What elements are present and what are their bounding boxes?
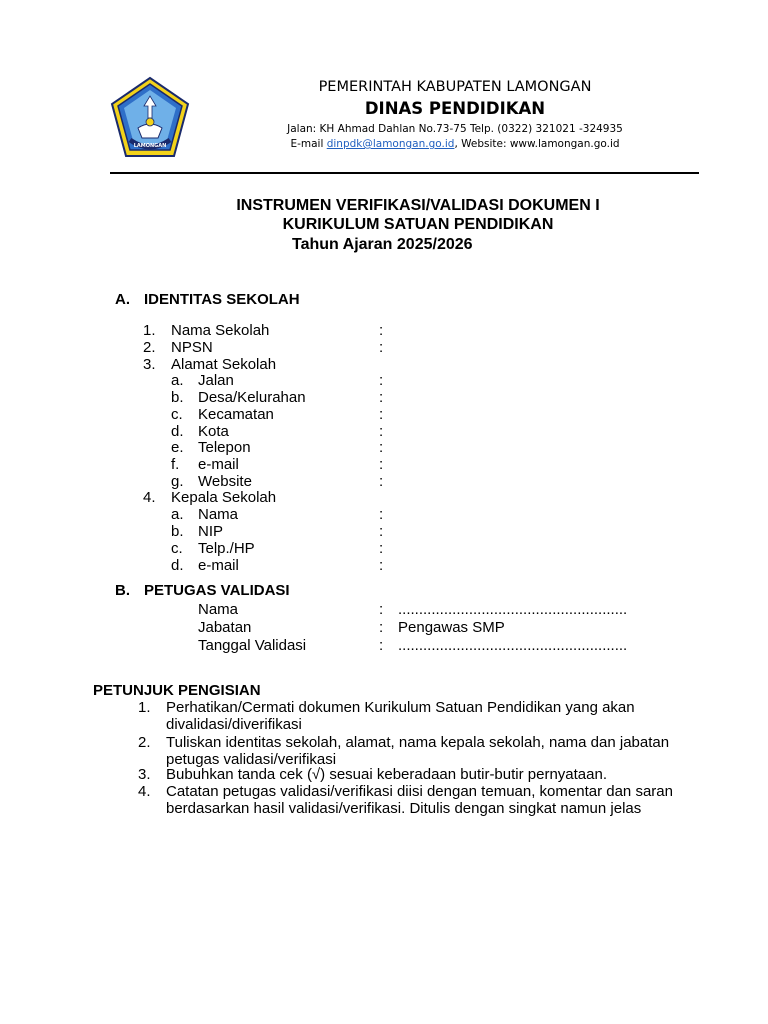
kop-address: Jalan: KH Ahmad Dahlan No.73-75 Telp. (0322) 321021 -324935 — [287, 123, 623, 135]
instruction-number: 3. — [138, 766, 151, 783]
field-label: Nama — [198, 506, 239, 523]
field-label: Tanggal Validasi — [198, 637, 307, 654]
lamongan-regency-logo — [108, 76, 192, 162]
field-label: Desa/Kelurahan — [198, 389, 306, 406]
field-colon: : — [379, 339, 384, 356]
document-academic-year: Tahun Ajaran 2025/2026 — [292, 236, 473, 253]
field-label: e-mail — [198, 557, 239, 574]
instructions-heading: PETUNJUK PENGISIAN — [93, 682, 261, 699]
email-prefix: E-mail — [290, 138, 327, 150]
field-colon: : — [379, 506, 384, 523]
document-title-line-1: INSTRUMEN VERIFIKASI/VALIDASI DOKUMEN I — [236, 197, 600, 214]
field-label: NIP — [198, 523, 224, 540]
field-label: NPSN — [171, 339, 213, 356]
field-colon: : — [379, 619, 384, 636]
item-number: 1. — [143, 322, 156, 339]
sub-item-letter: g. — [171, 473, 184, 490]
instruction-line: divalidasi/diverifikasi — [166, 716, 302, 733]
field-colon: : — [379, 637, 384, 654]
field-label: Website — [198, 473, 252, 490]
item-number: 4. — [143, 489, 156, 506]
sub-item-letter: d. — [171, 557, 184, 574]
field-label: Jabatan — [198, 619, 252, 636]
instruction-line: petugas validasi/verifikasi — [166, 751, 337, 768]
sub-item-letter: c. — [171, 540, 183, 557]
website-text: , Website: www.lamongan.go.id — [454, 138, 620, 150]
sub-item-letter: c. — [171, 406, 183, 423]
field-colon: : — [379, 601, 384, 618]
field-value: ....................................................... — [398, 637, 628, 654]
sub-item-letter: f. — [171, 456, 180, 473]
field-colon: : — [379, 557, 384, 574]
sub-item-letter: a. — [171, 372, 184, 389]
instruction-number: 2. — [138, 734, 151, 751]
field-colon: : — [379, 423, 384, 440]
sub-item-letter: a. — [171, 506, 184, 523]
instruction-line: Tuliskan identitas sekolah, alamat, nama kepala sekolah, nama dan jabatan — [166, 734, 670, 751]
kop-government-name: PEMERINTAH KABUPATEN LAMONGAN — [318, 79, 592, 95]
sub-item-letter: d. — [171, 423, 184, 440]
field-colon: : — [379, 523, 384, 540]
instruction-text — [166, 766, 701, 783]
field-label: Alamat Sekolah — [171, 356, 277, 373]
field-colon: : — [379, 372, 384, 389]
instruction-text — [166, 734, 701, 768]
field-label: Kota — [198, 423, 229, 440]
kop-agency-name: DINAS PENDIDIKAN — [364, 99, 546, 118]
field-label: Jalan — [198, 372, 234, 389]
field-colon: : — [379, 540, 384, 557]
instruction-text — [166, 783, 701, 817]
field-label: Telepon — [198, 439, 251, 456]
field-colon: : — [379, 473, 384, 490]
field-colon: : — [379, 456, 384, 473]
sub-item-letter: b. — [171, 523, 184, 540]
kop-contact — [200, 138, 710, 150]
section-a-letter: A. — [115, 291, 130, 308]
item-number: 3. — [143, 356, 156, 373]
sub-item-letter: b. — [171, 389, 184, 406]
field-label: Nama — [198, 601, 239, 618]
section-b-title: PETUGAS VALIDASI — [144, 582, 290, 599]
field-label: Kepala Sekolah — [171, 489, 277, 506]
field-value: Pengawas SMP — [398, 619, 505, 636]
document-title-line-2: KURIKULUM SATUAN PENDIDIKAN — [282, 216, 554, 233]
field-value: ....................................................... — [398, 601, 628, 618]
field-colon: : — [379, 322, 384, 339]
field-colon: : — [379, 439, 384, 456]
section-b-letter: B. — [115, 582, 130, 599]
sub-item-letter: e. — [171, 439, 184, 456]
field-colon: : — [379, 406, 384, 423]
field-label: Kecamatan — [198, 406, 274, 423]
field-label: Nama Sekolah — [171, 322, 270, 339]
instruction-line: Catatan petugas validasi/verifikasi diisi dengan temuan, komentar dan saran — [166, 783, 673, 800]
instruction-line: Perhatikan/Cermati dokumen Kurikulum Satuan Pendidikan yang akan — [166, 699, 635, 716]
field-label: Telp./HP — [198, 540, 255, 557]
instruction-line: Bubuhkan tanda cek (√) sesuai keberadaan butir-butir pernyataan. — [166, 766, 608, 783]
instruction-number: 4. — [138, 783, 151, 800]
instruction-line: berdasarkan hasil validasi/verifikasi. Ditulis dengan singkat namun jelas — [166, 800, 642, 817]
field-colon: : — [379, 389, 384, 406]
section-a-title: IDENTITAS SEKOLAH — [144, 291, 300, 308]
field-label: e-mail — [198, 456, 239, 473]
svg-text:LAMONGAN: LAMONGAN — [133, 143, 167, 149]
instruction-text — [166, 699, 701, 733]
item-number: 2. — [143, 339, 156, 356]
instruction-number: 1. — [138, 699, 151, 716]
email-link[interactable]: dinpdk@lamongan.go.id — [326, 138, 455, 150]
kop-divider — [110, 172, 699, 174]
